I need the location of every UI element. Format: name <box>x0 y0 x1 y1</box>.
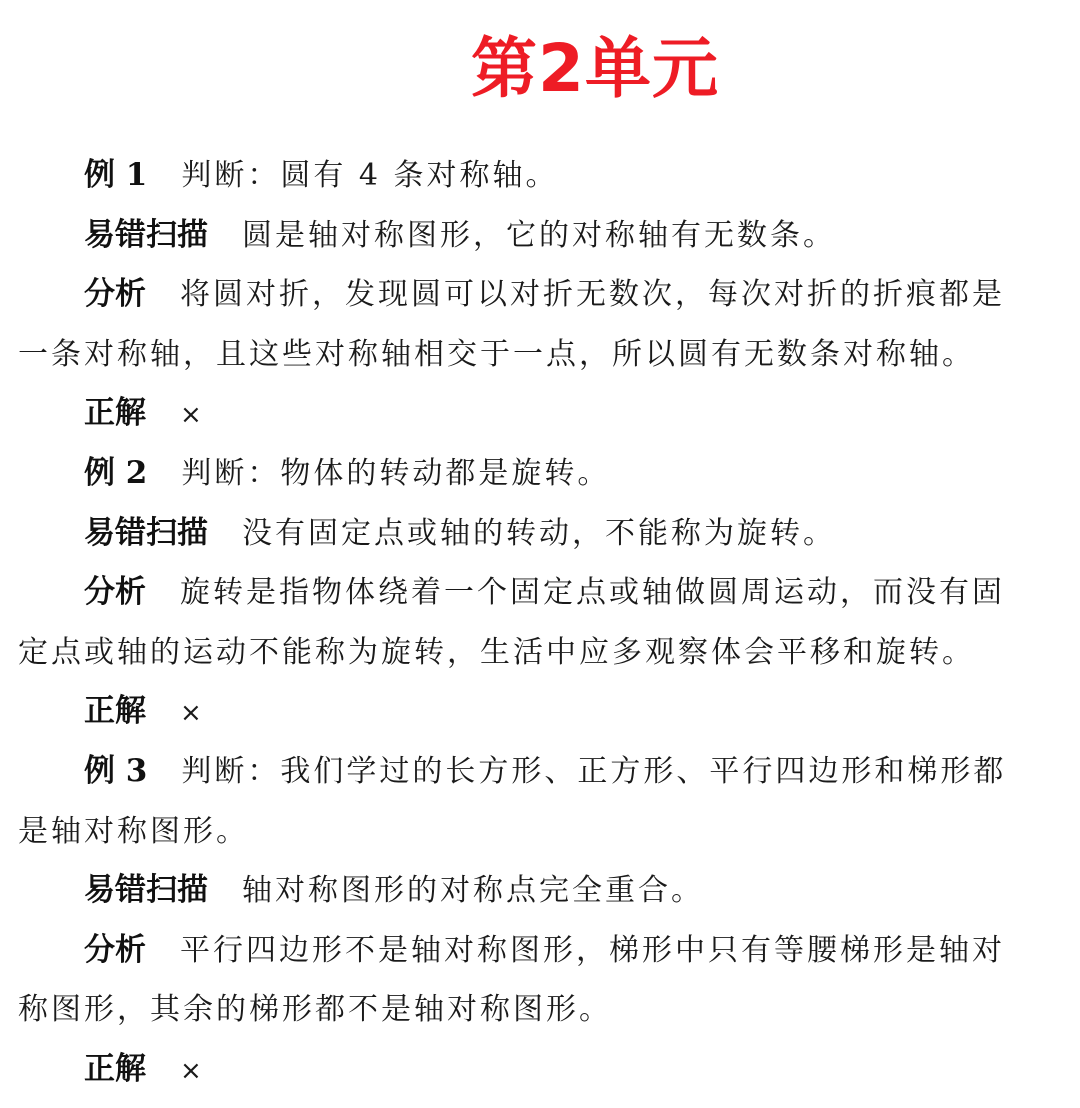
example-3-error-text: 轴对称图形的对称点完全重合。 <box>242 873 704 909</box>
example-3-analysis-text-2: 称图形，其余的梯形都不是轴对称图形。 <box>18 992 612 1028</box>
page-title: 第2单元 <box>471 30 719 107</box>
example-2-answer: × <box>180 698 202 729</box>
example-1-analysis-text: 将圆对折，发现圆可以对折无数次，每次对折的折痕都是 <box>180 277 1005 313</box>
example-2-error-text: 没有固定点或轴的转动，不能称为旋转。 <box>242 515 836 551</box>
example-2-analysis-line <box>18 563 1066 623</box>
example-1-question-line <box>18 146 1066 206</box>
example-1-error-line <box>18 206 1066 266</box>
example-3-analysis-continuation <box>18 980 1066 1040</box>
example-2-error-label: 易错扫描 <box>84 514 208 551</box>
example-2-analysis-text: 旋转是指物体绕着一个固定点或轴做圆周运动，而没有固 <box>180 575 1005 611</box>
example-2-analysis-continuation <box>18 623 1066 683</box>
example-3-question: 判断：我们学过的长方形、正方形、平行四边形和梯形都 <box>181 753 1007 789</box>
example-2-analysis-label: 分析 <box>84 574 146 611</box>
example-2-answer-line <box>18 682 1066 742</box>
example-1-error-label: 易错扫描 <box>84 216 208 253</box>
example-1-label: 例 1 <box>84 157 148 193</box>
example-3-answer-label: 正解 <box>84 1050 146 1087</box>
example-3-error-line <box>18 861 1066 921</box>
example-2-question: 判断：物体的转动都是旋转。 <box>181 455 611 491</box>
example-2-error-line <box>18 504 1066 564</box>
example-3-analysis-label: 分析 <box>84 931 146 968</box>
example-3-question-line <box>18 742 1066 802</box>
example-1-analysis-continuation <box>18 325 1066 385</box>
example-1-answer-line <box>18 384 1066 444</box>
example-3-analysis-line <box>18 921 1066 981</box>
example-2-label: 例 2 <box>84 454 148 491</box>
example-3-analysis-text: 平行四边形不是轴对称图形，梯形中只有等腰梯形是轴对 <box>180 932 1005 968</box>
example-3-answer: × <box>180 1055 202 1086</box>
example-1-error-text: 圆是轴对称图形，它的对称轴有无数条。 <box>242 217 836 253</box>
example-1-analysis-line <box>18 265 1066 325</box>
example-2-question-line <box>18 444 1066 504</box>
example-1-analysis-label: 分析 <box>84 276 146 313</box>
example-2-analysis-text-2: 定点或轴的运动不能称为旋转，生活中应多观察体会平移和旋转。 <box>18 634 975 670</box>
example-3-label: 例 3 <box>84 752 148 789</box>
exercise-content <box>18 146 1066 1100</box>
example-3-question-2: 是轴对称图形。 <box>18 813 249 849</box>
example-1-analysis-text-2: 一条对称轴，且这些对称轴相交于一点，所以圆有无数条对称轴。 <box>18 336 975 372</box>
example-1-question: 判断：圆有 4 条对称轴。 <box>181 158 559 193</box>
example-1-answer: × <box>180 400 202 431</box>
example-2-answer-label: 正解 <box>84 693 146 730</box>
example-1-answer-label: 正解 <box>84 395 146 432</box>
example-3-error-label: 易错扫描 <box>84 872 208 909</box>
example-3-question-continuation <box>18 802 1066 862</box>
example-3-answer-line <box>18 1040 1066 1100</box>
